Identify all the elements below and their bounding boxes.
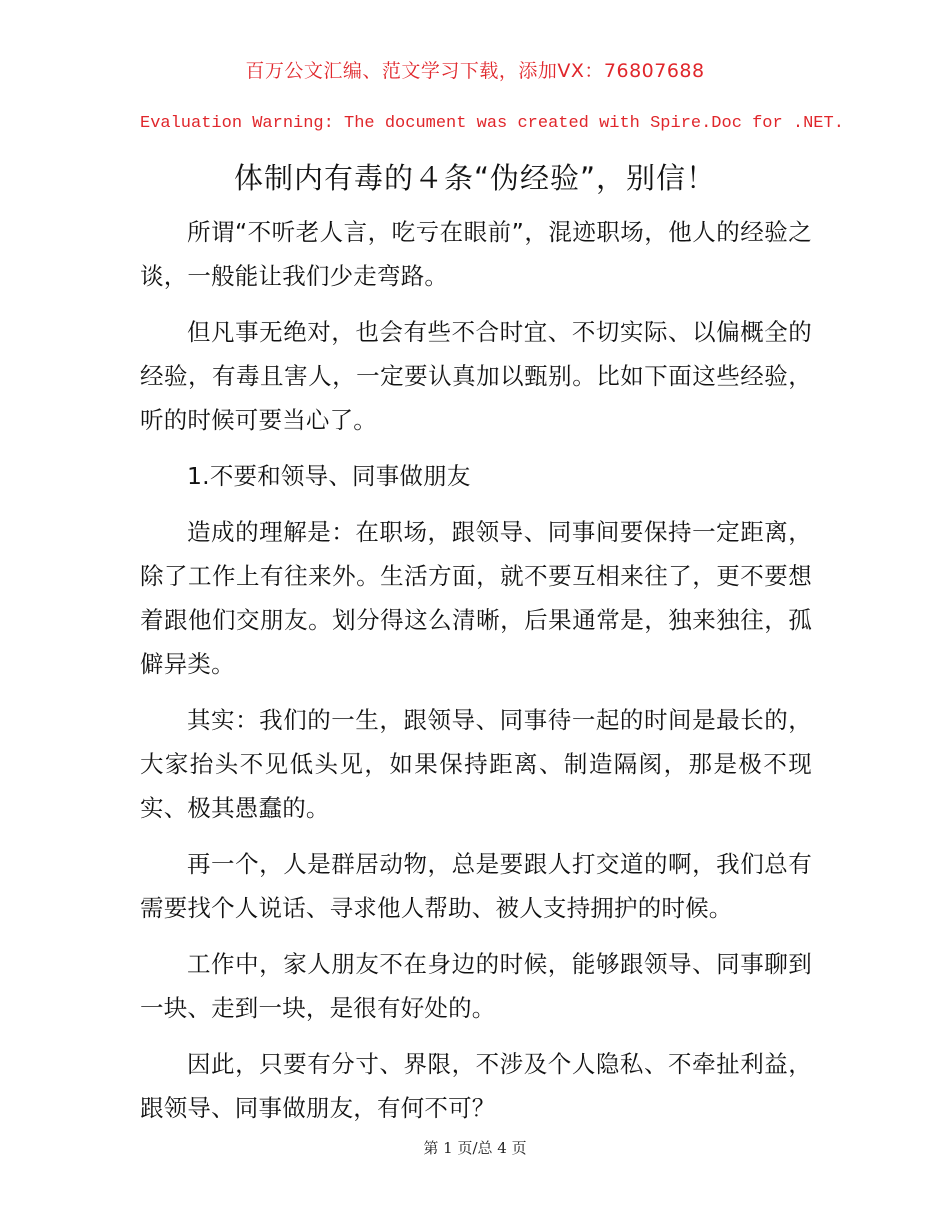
evaluation-warning: Evaluation Warning: The document was created with Spire.Doc for .NET. <box>140 114 844 133</box>
paragraph: 但凡事无绝对，也会有些不合时宜、不切实际、以偏概全的经验，有毒且害人，一定要认真加以甄别。比如下面这些经验，听的时候可要当心了。 <box>140 318 812 434</box>
document-body <box>140 210 812 1142</box>
paragraph: 因此，只要有分寸、界限，不涉及个人隐私、不牵扯利益，跟领导、同事做朋友，有何不可？ <box>140 1050 812 1122</box>
paragraph: 再一个，人是群居动物，总是要跟人打交道的啊，我们总有需要找个人说话、寻求他人帮助、被人支持拥护的时候。 <box>140 850 812 922</box>
paragraph: 所谓“不听老人言，吃亏在眼前”，混迹职场，他人的经验之谈，一般能让我们少走弯路。 <box>140 218 812 290</box>
document-title: 体制内有毒的４条“伪经验”，别信！ <box>233 161 717 195</box>
paragraph: 工作中，家人朋友不在身边的时候，能够跟领导、同事聊到一块、走到一块，是很有好处的。 <box>140 950 812 1022</box>
section-heading: 1.不要和领导、同事做朋友 <box>187 462 471 490</box>
promo-banner: 百万公文汇编、范文学习下载，添加VX：76807688 <box>245 60 705 82</box>
page-indicator: 第 1 页/总 4 页 <box>423 1139 527 1157</box>
paragraph: 其实：我们的一生，跟领导、同事待一起的时间是最长的，大家抬头不见低头见，如果保持距离、制造隔阂，那是极不现实、极其愚蠢的。 <box>140 706 812 822</box>
paragraph: 造成的理解是：在职场，跟领导、同事间要保持一定距离，除了工作上有往来外。生活方面，就不要互相来往了，更不要想着跟他们交朋友。划分得这么清晰，后果通常是，独来独往，孤僻异类。 <box>140 518 812 678</box>
